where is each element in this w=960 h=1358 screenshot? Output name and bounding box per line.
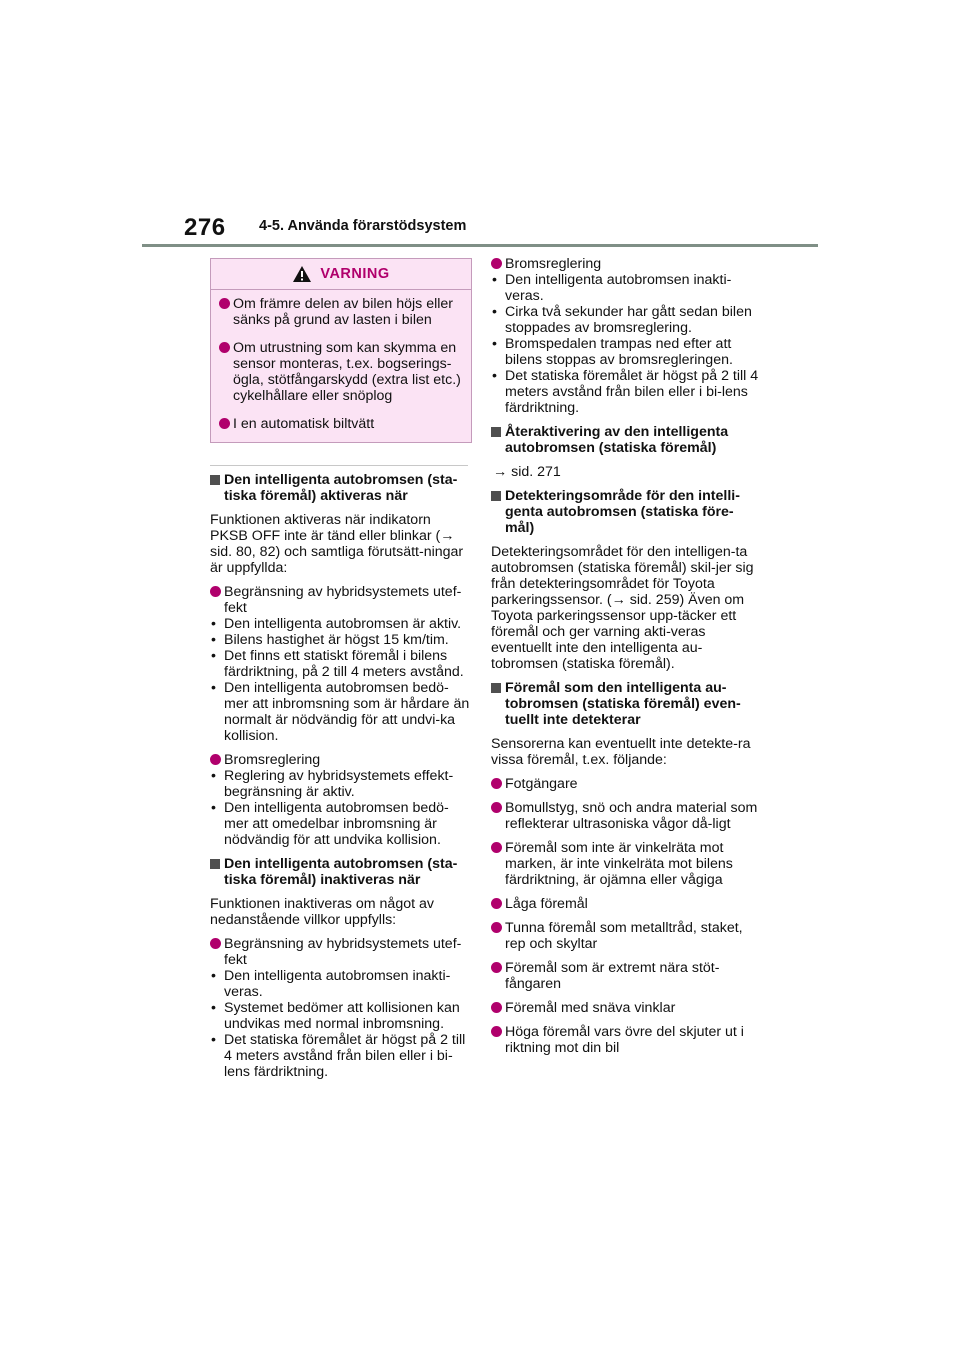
heading-reactivation: Återaktivering av den intelligenta autobromsen (statiska föremål)	[491, 424, 759, 456]
warning-header	[211, 259, 471, 290]
bullet-dot-icon	[491, 778, 502, 789]
paragraph: Funktionen aktiveras när indikatorn PKSB OFF inte är tänd eller blinkar (→ sid. 80, 82) och samtliga förutsätt-ningar är uppfyllda:	[210, 512, 464, 576]
list-item: Bomullstyg, snö och andra material som reflekterar ultrasoniska vågor då-ligt	[491, 800, 759, 832]
list-item: Bromsreglering	[491, 256, 759, 272]
heading-undetected-objects: Föremål som den intelligenta au-tobromsen (statiska föremål) even-tuellt inte detekterar	[491, 680, 759, 728]
page-reference: → sid. 271	[493, 464, 561, 480]
bullet-dot-icon	[491, 922, 502, 933]
bullet-dot-icon	[219, 418, 230, 429]
sub-item: • Bilens hastighet är högst 15 km/tim.	[210, 632, 472, 648]
list-item: Fotgängare	[491, 776, 759, 792]
header-rule	[142, 244, 818, 247]
heading-deactivation: Den intelligenta autobromsen (sta-tiska föremål) inaktiveras när	[210, 856, 472, 888]
warning-triangle-icon	[292, 265, 312, 283]
heading-square-icon	[491, 683, 501, 693]
paragraph: Funktionen inaktiveras om något av nedanstående villkor uppfylls:	[210, 896, 434, 928]
sub-item: • Den intelligenta autobromsen bedö-mer att omedelbar inbromsning är nödvändig för att undvika kollision.	[210, 800, 472, 848]
bullet-dot-icon	[219, 342, 230, 353]
heading-square-icon	[210, 475, 220, 485]
divider	[210, 465, 468, 466]
warning-title: VARNING	[320, 266, 390, 282]
list-item: Föremål med snäva vinklar	[491, 1000, 759, 1016]
sub-item: • Den intelligenta autobromsen är aktiv.	[210, 616, 472, 632]
bullet-dot-icon	[491, 898, 502, 909]
list-item: Höga föremål vars övre del skjuter ut i riktning mot din bil	[491, 1024, 759, 1056]
sub-item: • Den intelligenta autobromsen inakti-veras.	[210, 968, 472, 1000]
page-number: 276	[184, 214, 226, 241]
bullet-dot-icon	[491, 962, 502, 973]
list-item: Begränsning av hybridsystemets utef-fekt	[210, 584, 472, 616]
paragraph: Detekteringsområdet för den intelligen-ta autobromsen (statiska föremål) skil-jer sig från detekteringsområdet för Toyota parkeringssensor. (→ sid. 259) Även om Toyota parkeringssensor upp-täcker ett föremål och ger varning akti-veras eventuellt inte den intelligenta au-tobromsen (statiska föremål).	[491, 544, 754, 672]
heading-activation: Den intelligenta autobromsen (sta-tiska föremål) aktiveras när	[210, 472, 472, 504]
list-item: Föremål som inte är vinkelräta mot marken, är inte vinkelräta mot bilens färdriktning, är ojämna eller vågiga	[491, 840, 759, 888]
sub-item: • Det finns ett statiskt föremål i bilens färdriktning, på 2 till 4 meters avstånd.	[210, 648, 472, 680]
warning-item: I en automatisk biltvätt	[215, 416, 463, 432]
heading-square-icon	[491, 427, 501, 437]
bullet-dot-icon	[210, 754, 221, 765]
bullet-dot-icon	[491, 1002, 502, 1013]
sub-list	[210, 616, 472, 744]
sub-item: • Det statiska föremålet är högst på 2 till 4 meters avstånd från bilen eller i bi-lens färdriktning.	[491, 368, 759, 416]
sub-item: • Reglering av hybridsystemets effekt-begränsning är aktiv.	[210, 768, 472, 800]
sub-item: • Den intelligenta autobromsen bedö-mer att inbromsning som är hårdare än normalt är nödvändig för att undvi-ka kollision.	[210, 680, 472, 744]
sub-list	[491, 272, 759, 416]
paragraph: Sensorerna kan eventuellt inte detekte-ra vissa föremål, t.ex. följande:	[491, 736, 751, 768]
sub-list	[210, 768, 472, 848]
heading-detection-area: Detekteringsområde för den intelli-genta autobromsen (statiska före-mål)	[491, 488, 759, 536]
heading-square-icon	[210, 859, 220, 869]
warning-item: Om främre delen av bilen höjs eller sänks på grund av lasten i bilen	[215, 296, 463, 328]
list-item: Begränsning av hybridsystemets utef-fekt	[210, 936, 472, 968]
list-item: Tunna föremål som metalltråd, staket, rep och skyltar	[491, 920, 759, 952]
heading-square-icon	[491, 491, 501, 501]
sub-item: • Det statiska föremålet är högst på 2 till 4 meters avstånd från bilen eller i bi-lens färdriktning.	[210, 1032, 472, 1080]
warning-box	[210, 258, 472, 443]
sub-item: • Systemet bedömer att kollisionen kan undvikas med normal inbromsning.	[210, 1000, 472, 1032]
bullet-dot-icon	[210, 938, 221, 949]
list-item: Låga föremål	[491, 896, 759, 912]
list-item: Bromsreglering	[210, 752, 472, 768]
right-column	[491, 256, 759, 1064]
list-item: Föremål som är extremt nära stöt-fångaren	[491, 960, 759, 992]
bullet-dot-icon	[491, 1026, 502, 1037]
warning-item: Om utrustning som kan skymma en sensor monteras, t.ex. bogserings-ögla, stötfångarskydd (extra list etc.) cykelhållare eller snöplog	[215, 340, 463, 404]
sub-item: • Den intelligenta autobromsen inakti-veras.	[491, 272, 759, 304]
sub-item: • Cirka två sekunder har gått sedan bilen stoppades av bromsreglering.	[491, 304, 759, 336]
bullet-dot-icon	[491, 258, 502, 269]
section-title: 4-5. Använda förarstödsystem	[259, 218, 467, 234]
bullet-dot-icon	[491, 802, 502, 813]
bullet-dot-icon	[219, 298, 230, 309]
sub-item: • Bromspedalen trampas ned efter att bilens stoppas av bromsregleringen.	[491, 336, 759, 368]
sub-list	[210, 968, 472, 1080]
bullet-dot-icon	[210, 586, 221, 597]
left-column	[210, 258, 472, 1088]
bullet-dot-icon	[491, 842, 502, 853]
